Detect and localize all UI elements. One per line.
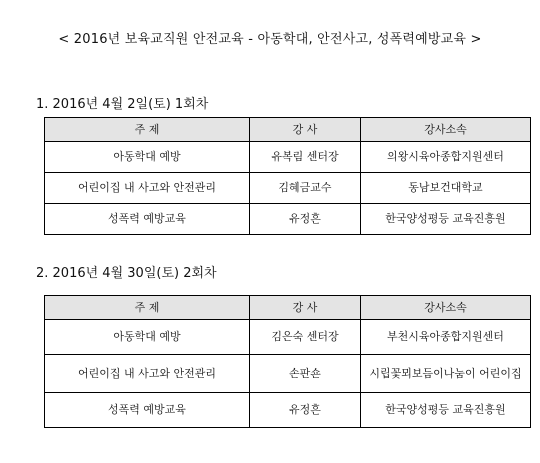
- lecturer-cell: 유정흔: [250, 393, 361, 428]
- column-header-lecturer: 강 사: [250, 296, 361, 320]
- table-header-row: [45, 118, 531, 142]
- table-header-row: [45, 296, 531, 320]
- lecturer-cell: 손판숀: [250, 355, 361, 393]
- organization-cell: 시립꽃뫼보듬이나눔이 어린이집: [361, 355, 531, 393]
- topic-cell: 어린이집 내 사고와 안전관리: [45, 173, 250, 204]
- organization-cell: 한국양성평등 교육진흥원: [361, 393, 531, 428]
- column-header-organization: 강사소속: [361, 296, 531, 320]
- topic-cell: 성폭력 예방교육: [45, 393, 250, 428]
- session-1-table: [44, 117, 531, 235]
- topic-cell: 아동학대 예방: [45, 320, 250, 355]
- lecturer-cell: 김혜금교수: [250, 173, 361, 204]
- column-header-topic: 주 제: [45, 118, 250, 142]
- session-2-table: [44, 295, 531, 428]
- table-row: [45, 355, 531, 393]
- organization-cell: 부천시육아종합지원센터: [361, 320, 531, 355]
- table-row: [45, 142, 531, 173]
- table-row: [45, 173, 531, 204]
- column-header-organization: 강사소속: [361, 118, 531, 142]
- lecturer-cell: 김은숙 센터장: [250, 320, 361, 355]
- document-title: < 2016년 보육교직원 안전교육 - 아동학대, 안전사고, 성폭력예방교육 >: [58, 32, 482, 47]
- topic-cell: 성폭력 예방교육: [45, 204, 250, 235]
- lecturer-cell: 유복림 센터장: [250, 142, 361, 173]
- topic-cell: 아동학대 예방: [45, 142, 250, 173]
- table-row: [45, 320, 531, 355]
- session-1-heading: 1. 2016년 4월 2일(토) 1회차: [36, 97, 209, 112]
- column-header-topic: 주 제: [45, 296, 250, 320]
- session-2-heading: 2. 2016년 4월 30일(토) 2회차: [36, 266, 217, 281]
- lecturer-cell: 유정흔: [250, 204, 361, 235]
- table-row: [45, 393, 531, 428]
- organization-cell: 의왕시육아종합지원센터: [361, 142, 531, 173]
- organization-cell: 동남보건대학교: [361, 173, 531, 204]
- organization-cell: 한국양성평등 교육진흥원: [361, 204, 531, 235]
- table-row: [45, 204, 531, 235]
- topic-cell: 어린이집 내 사고와 안전관리: [45, 355, 250, 393]
- column-header-lecturer: 강 사: [250, 118, 361, 142]
